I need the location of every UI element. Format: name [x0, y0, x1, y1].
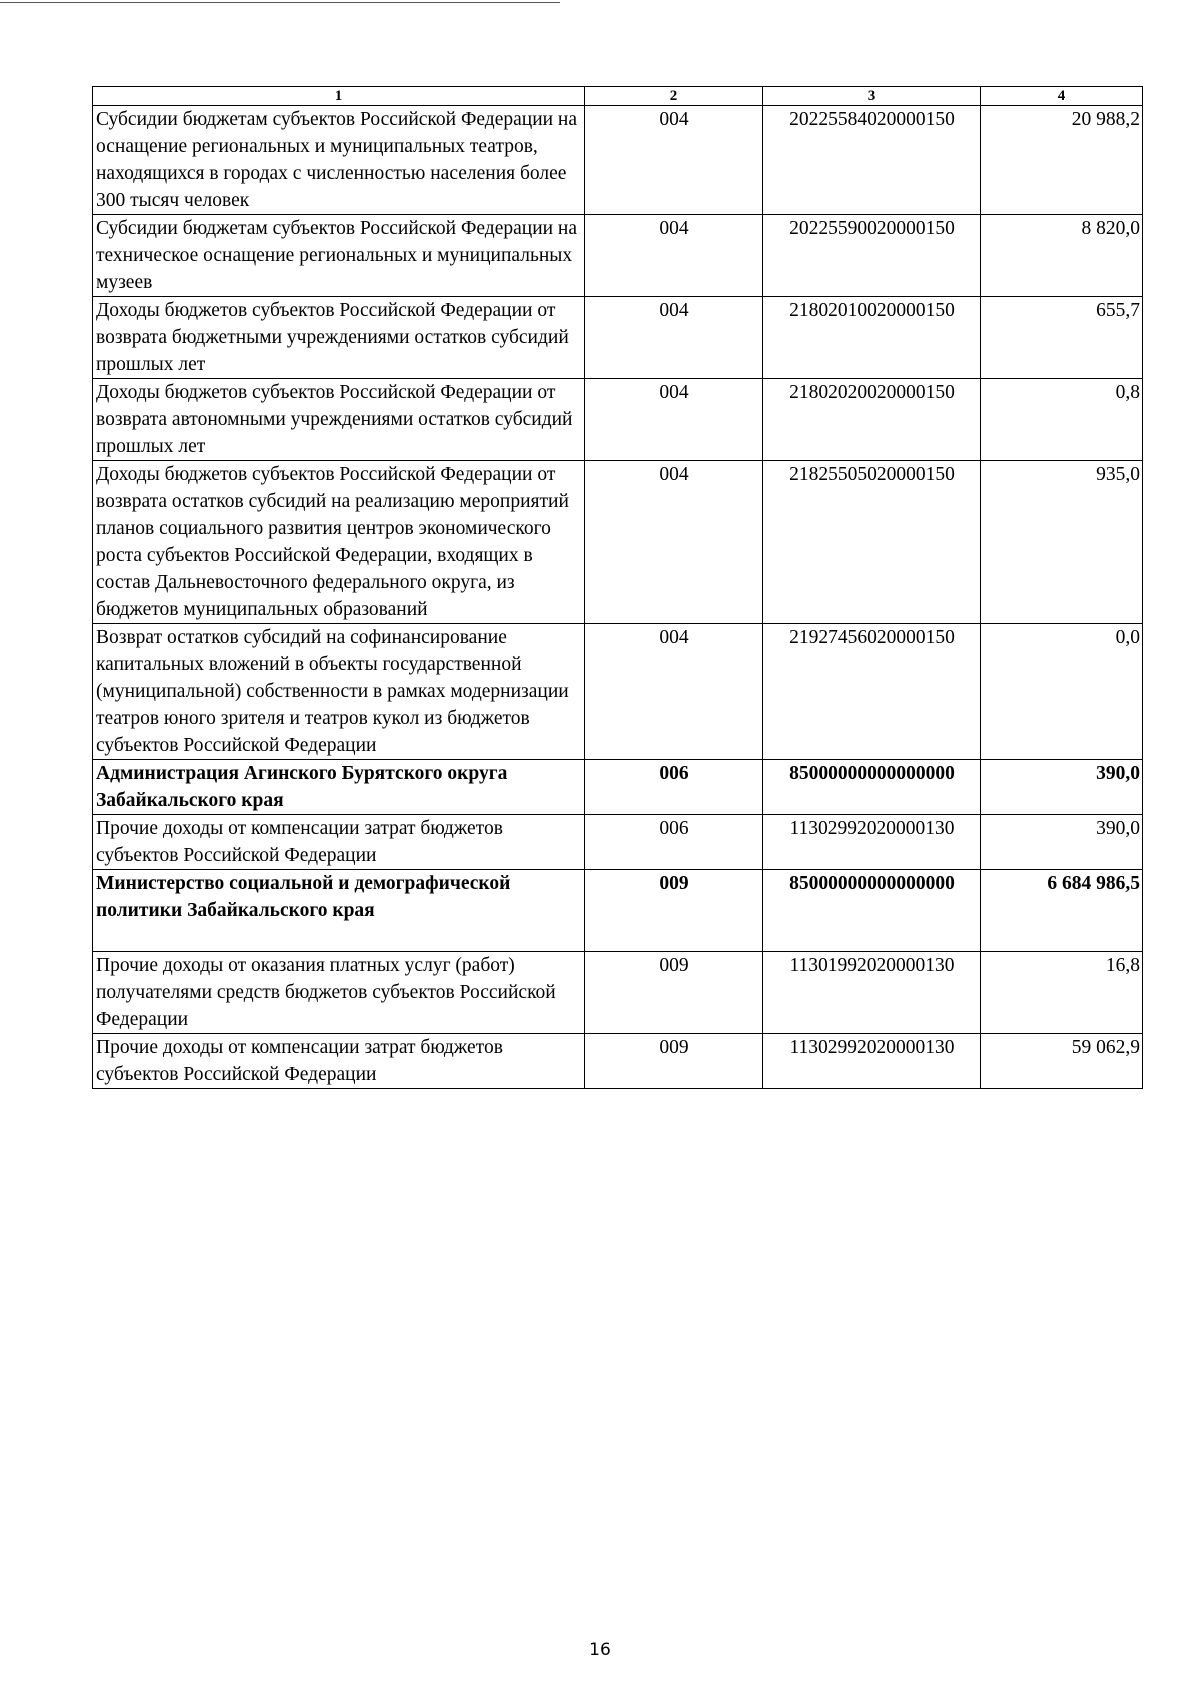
- row-amount-cell: 20 988,2: [981, 106, 1143, 215]
- table-row: [93, 297, 1143, 379]
- row-name-cell: Прочие доходы от компенсации затрат бюджетов субъектов Российской Федерации: [93, 1034, 585, 1089]
- table-row: [93, 952, 1143, 1034]
- table-body: [93, 106, 1143, 1089]
- row-name-cell: Субсидии бюджетам субъектов Российской Федерации на техническое оснащение региональных и муниципальных музеев: [93, 215, 585, 297]
- table-row: [93, 379, 1143, 461]
- row-admin-code-cell: 004: [585, 461, 763, 624]
- row-revenue-code-cell: 21927456020000150: [763, 624, 981, 760]
- table-row: [93, 106, 1143, 215]
- row-revenue-code-cell: 85000000000000000: [763, 760, 981, 815]
- row-revenue-code-cell: 20225590020000150: [763, 215, 981, 297]
- row-revenue-code-cell: 20225584020000150: [763, 106, 981, 215]
- column-header: 1: [93, 87, 585, 106]
- row-admin-code-cell: 006: [585, 815, 763, 870]
- row-name-cell: Субсидии бюджетам субъектов Российской Федерации на оснащение региональных и муниципальных театров, находящихся в городах с численностью населения более 300 тысяч человек: [93, 106, 585, 215]
- row-admin-code-cell: 004: [585, 215, 763, 297]
- column-header: 3: [763, 87, 981, 106]
- row-revenue-code-cell: 11302992020000130: [763, 1034, 981, 1089]
- row-revenue-code-cell: 11302992020000130: [763, 815, 981, 870]
- row-revenue-code-cell: 85000000000000000: [763, 870, 981, 952]
- row-name-cell: Министерство социальной и демографической политики Забайкальского края: [93, 870, 585, 952]
- row-admin-code-cell: 004: [585, 624, 763, 760]
- table-row: [93, 870, 1143, 952]
- table-row: [93, 624, 1143, 760]
- row-name-cell: Доходы бюджетов субъектов Российской Федерации от возврата автономными учреждениями остатков субсидий прошлых лет: [93, 379, 585, 461]
- row-admin-code-cell: 004: [585, 379, 763, 461]
- scan-top-rule: [0, 2, 560, 3]
- row-name-cell: Прочие доходы от оказания платных услуг (работ) получателями средств бюджетов субъектов Российской Федерации: [93, 952, 585, 1034]
- row-amount-cell: 0,0: [981, 624, 1143, 760]
- row-amount-cell: 8 820,0: [981, 215, 1143, 297]
- table-row: [93, 815, 1143, 870]
- row-name-cell: Доходы бюджетов субъектов Российской Федерации от возврата остатков субсидий на реализацию мероприятий планов социального развития центров экономического роста субъектов Российской Федерации, входящих в состав Дальневосточного федерального округа, из бюджетов муниципальных образований: [93, 461, 585, 624]
- row-admin-code-cell: 009: [585, 952, 763, 1034]
- row-name-cell: Возврат остатков субсидий на софинансирование капитальных вложений в объекты государственной (муниципальной) собственности в рамках модернизации театров юного зрителя и театров кукол из бюджетов субъектов Российской Федерации: [93, 624, 585, 760]
- table-row: [93, 760, 1143, 815]
- row-admin-code-cell: 009: [585, 870, 763, 952]
- row-admin-code-cell: 009: [585, 1034, 763, 1089]
- row-amount-cell: 6 684 986,5: [981, 870, 1143, 952]
- row-admin-code-cell: 006: [585, 760, 763, 815]
- row-amount-cell: 655,7: [981, 297, 1143, 379]
- row-admin-code-cell: 004: [585, 106, 763, 215]
- row-amount-cell: 59 062,9: [981, 1034, 1143, 1089]
- row-revenue-code-cell: 11301992020000130: [763, 952, 981, 1034]
- page-number: 16: [589, 1640, 611, 1660]
- column-header: 2: [585, 87, 763, 106]
- row-amount-cell: 16,8: [981, 952, 1143, 1034]
- row-name-cell: Администрация Агинского Бурятского округа Забайкальского края: [93, 760, 585, 815]
- column-header: 4: [981, 87, 1143, 106]
- row-revenue-code-cell: 21802010020000150: [763, 297, 981, 379]
- table-row: [93, 461, 1143, 624]
- table-row: [93, 1034, 1143, 1089]
- row-amount-cell: 390,0: [981, 760, 1143, 815]
- row-revenue-code-cell: 21802020020000150: [763, 379, 981, 461]
- row-amount-cell: 390,0: [981, 815, 1143, 870]
- table-row: [93, 215, 1143, 297]
- budget-revenue-table: [92, 86, 1143, 1089]
- row-amount-cell: 0,8: [981, 379, 1143, 461]
- row-admin-code-cell: 004: [585, 297, 763, 379]
- row-name-cell: Прочие доходы от компенсации затрат бюджетов субъектов Российской Федерации: [93, 815, 585, 870]
- row-name-cell: Доходы бюджетов субъектов Российской Федерации от возврата бюджетными учреждениями остатков субсидий прошлых лет: [93, 297, 585, 379]
- row-revenue-code-cell: 21825505020000150: [763, 461, 981, 624]
- table-header-row: [93, 87, 1143, 106]
- row-amount-cell: 935,0: [981, 461, 1143, 624]
